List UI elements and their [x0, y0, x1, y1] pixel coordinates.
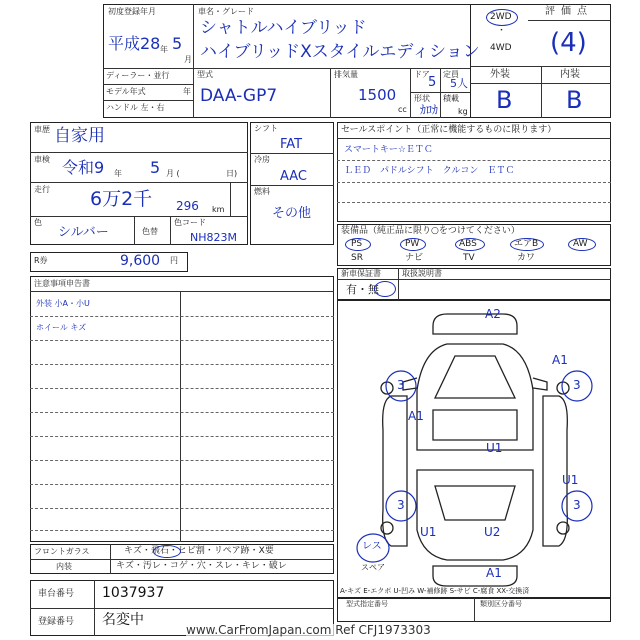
inspection-year-unit: 年	[114, 169, 122, 178]
interior-cond-values: キズ・汚レ・コゲ・穴・スレ・キレ・破レ	[116, 561, 287, 571]
type-label: 型式	[197, 70, 213, 79]
mark-front-bumper: A2	[485, 307, 501, 321]
category-label: 類別区分番号	[480, 600, 522, 608]
mark-right-front: A1	[552, 353, 568, 367]
doors-label: ドア	[414, 70, 430, 79]
mark-right-rear: U1	[562, 473, 579, 487]
color-change-label: 色替	[142, 227, 158, 236]
car-diagram	[337, 300, 611, 600]
inspection-month: 5	[150, 158, 161, 177]
mark-left-rear: U1	[420, 525, 437, 539]
mileage-label: 走行	[34, 185, 50, 194]
year-unit: 年	[160, 45, 168, 54]
mark-right-rear-wheel: 3	[573, 498, 581, 512]
doors: 5	[428, 75, 437, 90]
equip-navi: ナビ	[405, 253, 424, 263]
chassis-label: 車台番号	[38, 589, 75, 599]
use: 自家用	[54, 126, 105, 146]
sales-point-1: スマートキー☆ＥＴＣ	[344, 145, 433, 155]
equip-leather: カワ	[517, 253, 536, 263]
fuel-label: 燃料	[254, 187, 270, 196]
recycle-unit: 円	[170, 256, 178, 265]
shift-label: シフト	[254, 124, 278, 133]
equipment-label: 装備品（純正品に限り○をつけてください）	[341, 226, 520, 236]
windshield-label: フロントガラス	[34, 547, 90, 556]
month-unit: 月	[184, 55, 192, 64]
recycle: 9,600	[120, 253, 161, 269]
color-label: 色	[34, 218, 42, 227]
shape: ｶﾛｶ	[420, 103, 439, 117]
car-name-label: 車名・グレード	[198, 7, 254, 16]
watermark: www.CarFromJapan.com Ref CFJ1973303	[186, 623, 431, 637]
plate-label: 登録番号	[38, 617, 75, 627]
fuel: その他	[272, 206, 312, 221]
cc-unit: cc	[398, 105, 407, 114]
mark-left-rear-wheel: 3	[397, 498, 405, 512]
interior-grade: B	[566, 86, 583, 114]
drive-dot: ・	[497, 26, 507, 36]
color-code-label: 色コード	[174, 218, 206, 227]
spare-mark: レス	[362, 541, 382, 552]
inspection-era: 令和9	[62, 158, 105, 177]
inspection-day-unit: 日)	[226, 169, 238, 178]
mark-left-front-wheel: 3	[397, 378, 405, 392]
plate: 名変中	[102, 612, 144, 628]
note-line-2: ホイール キズ	[36, 323, 87, 332]
windshield-selected-circle	[153, 545, 181, 558]
sales-points-label: セールスポイント（正常に機能するものに限ります）	[341, 125, 557, 135]
notes-label: 注意事項申告書	[34, 279, 90, 288]
capacity: 5人	[450, 77, 468, 90]
recycle-box	[30, 252, 188, 272]
exterior-grade: B	[496, 86, 513, 114]
reg-era: 平成	[108, 34, 141, 53]
score-label: 評価点	[545, 6, 593, 17]
reg-month: 5	[172, 34, 183, 53]
kg-unit: kg	[458, 107, 468, 116]
note-line-1: 外装 小A・小U	[36, 299, 90, 308]
ac-label: 冷房	[254, 155, 270, 164]
equip-sr: SR	[351, 253, 363, 263]
mileage: 6万2千	[90, 188, 153, 210]
inspector-label: 型式指定番号	[346, 600, 388, 608]
shift: FAT	[280, 137, 303, 152]
first-reg-label: 初度登録年月	[108, 7, 156, 16]
handle-label: ハンドル 左・右	[106, 103, 165, 112]
mark-trunk: U2	[484, 525, 501, 539]
spare-label: スペア	[361, 563, 385, 572]
grade: ハイブリッドXスタイルエディション	[200, 42, 480, 62]
reg-year: 28	[140, 34, 161, 53]
shape-label: 形状	[414, 94, 430, 103]
car-name: シャトルハイブリッド	[200, 18, 367, 38]
capacity-label: 定員	[443, 70, 459, 79]
load-label: 積載	[443, 94, 459, 103]
model-year-label: モデル年式	[106, 87, 146, 96]
warranty-label: 新車保証書	[341, 269, 381, 278]
color: シルバー	[58, 225, 109, 240]
interior-cond-label: 内装	[56, 562, 72, 571]
color-code: NH823M	[190, 231, 237, 244]
equip-pw: PW	[405, 239, 420, 249]
inspection-label: 車検	[34, 155, 50, 164]
drive-2wd: 2WD	[490, 12, 512, 22]
warranty-selected-circle	[374, 281, 396, 297]
equip-tv: TV	[463, 253, 475, 263]
mileage-sub: 296	[176, 199, 199, 213]
inspection-month-unit: 月 (	[166, 169, 180, 178]
mark-roof: U1	[486, 441, 503, 455]
warranty-values: 有・無	[346, 283, 379, 296]
equip-aw: AW	[573, 239, 588, 249]
manual-label: 取扱説明書	[402, 269, 442, 278]
drive-4wd: 4WD	[490, 43, 512, 53]
interior-label: 内装	[560, 69, 580, 80]
displacement: 1500	[358, 86, 397, 104]
displacement-label: 排気量	[334, 70, 358, 79]
dealer-label: ディーラー・並行	[106, 71, 170, 80]
recycle-label: R券	[34, 256, 48, 265]
sales-point-2: ＬＥＤ パドルシフト クルコン ＥＴＣ	[344, 166, 515, 176]
ac: AAC	[280, 169, 307, 184]
score: (4)	[550, 28, 587, 58]
equip-abs: ABS	[459, 239, 477, 249]
model-year-unit: 年	[183, 87, 191, 96]
km-unit: km	[212, 205, 225, 214]
equip-airbag: エアB	[514, 239, 539, 249]
mark-rear-bumper: A1	[486, 566, 502, 580]
exterior-label: 外装	[490, 69, 510, 80]
mark-right-front-wheel: 3	[573, 378, 581, 392]
diagram-legend: A-キズ E-エクボ U-凹み W-補修跡 S-サビ C-腐食 XX-交換済	[340, 587, 530, 595]
windshield-values: キズ・飛石・ヒビ割・リペア跡・X要	[124, 546, 274, 556]
mark-left-side: A1	[408, 409, 424, 423]
model-code: DAA-GP7	[200, 86, 278, 106]
equip-ps: PS	[351, 239, 363, 249]
chassis: 1037937	[102, 585, 165, 601]
use-label: 車歴	[34, 125, 50, 134]
